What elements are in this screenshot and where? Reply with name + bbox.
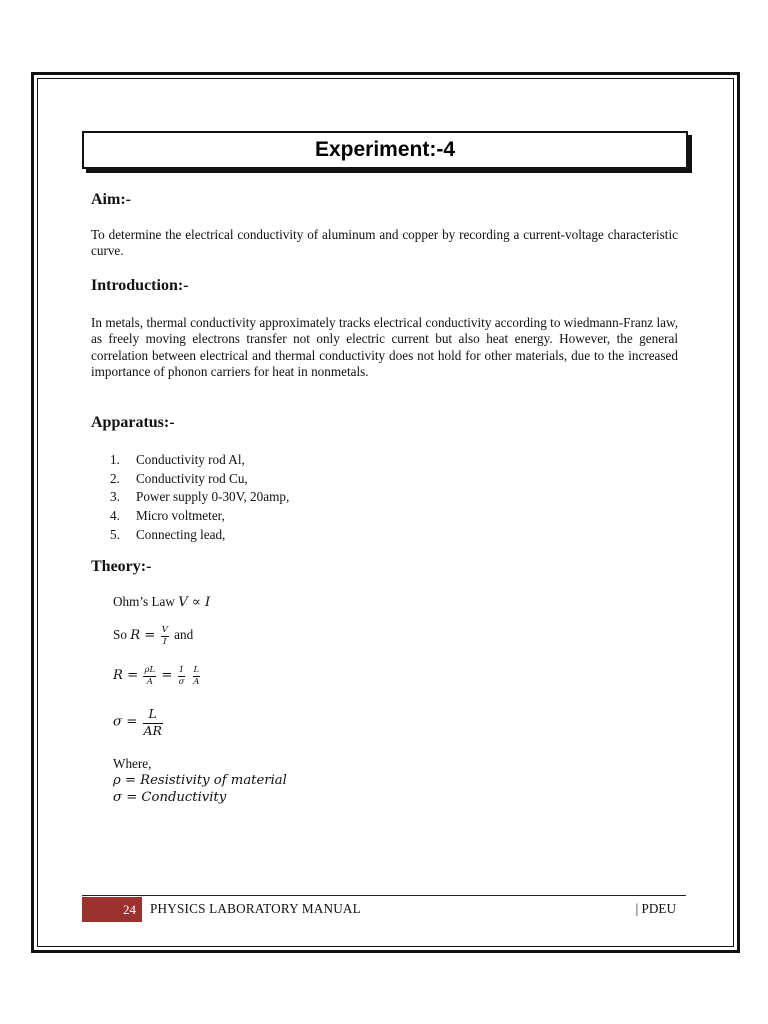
apparatus-heading: Apparatus:- [91, 414, 175, 431]
experiment-title: Experiment:-4 [314, 138, 456, 161]
page-number: 24 [82, 897, 142, 922]
apparatus-list [110, 451, 289, 544]
resistivity-equation: R = $\frac{\rho L}{A}$ = $\frac{1}{\sigma}$ $\frac{L}{A}$ [113, 665, 200, 687]
list-item: 5. Connecting lead, [110, 526, 226, 542]
one-over-sigma-fraction: $\frac{1}{\sigma}$ [178, 665, 185, 687]
list-item: 3. Power supply 0-30V, 20amp, [110, 489, 290, 505]
resistance-ratio-line: So R = $\frac{V}{I}$ and [113, 625, 194, 647]
footer-manual-title: PHYSICS LABORATORY MANUAL [150, 901, 361, 916]
theory-heading: Theory:- [91, 558, 152, 575]
ohms-law-line: Ohm’s Law V ∝ I [113, 594, 211, 610]
l-over-a-fraction: $\frac{L}{A}$ [193, 665, 200, 687]
list-item: 4. Micro voltmeter, [110, 508, 225, 524]
v-over-i-fraction: $\frac{V}{I}$ [161, 625, 168, 647]
rho-l-over-a-fraction: $\frac{\rho L}{A}$ [144, 665, 156, 687]
introduction-text: In metals, thermal conductivity approximately tracks electrical conductivity according to wiedmann-Franz law, as freely moving electrons transfer not only electric current but also heat energy. However, the general correlation between electrical and thermal conductivity does not hold for other materials, due to the increased importance of phonon carriers for heat in nonmetals. [91, 315, 678, 379]
ohms-law-formula: V ∝ I [178, 595, 211, 610]
conductivity-equation: σ = $\frac{L}{AR}$ [113, 706, 162, 738]
introduction-heading: Introduction:- [91, 277, 189, 294]
aim-heading: Aim:- [91, 191, 131, 208]
aim-text: To determine the electrical conductivity of aluminum and copper by recording a current-voltage characteristic curve. [91, 227, 678, 259]
l-over-ar-fraction: $\frac{L}{AR}$ [143, 706, 162, 738]
footer-institute: | PDEU [635, 901, 676, 916]
sigma-definition: σ = Conductivity [113, 790, 227, 805]
list-item: 2. Conductivity rod Cu, [110, 470, 248, 486]
rho-definition: ρ = Resistivity of material [113, 773, 287, 788]
experiment-title-box [82, 131, 688, 169]
footer-divider [82, 895, 686, 896]
list-item: 1. Conductivity rod Al, [110, 452, 245, 467]
where-label: Where, [113, 756, 152, 771]
